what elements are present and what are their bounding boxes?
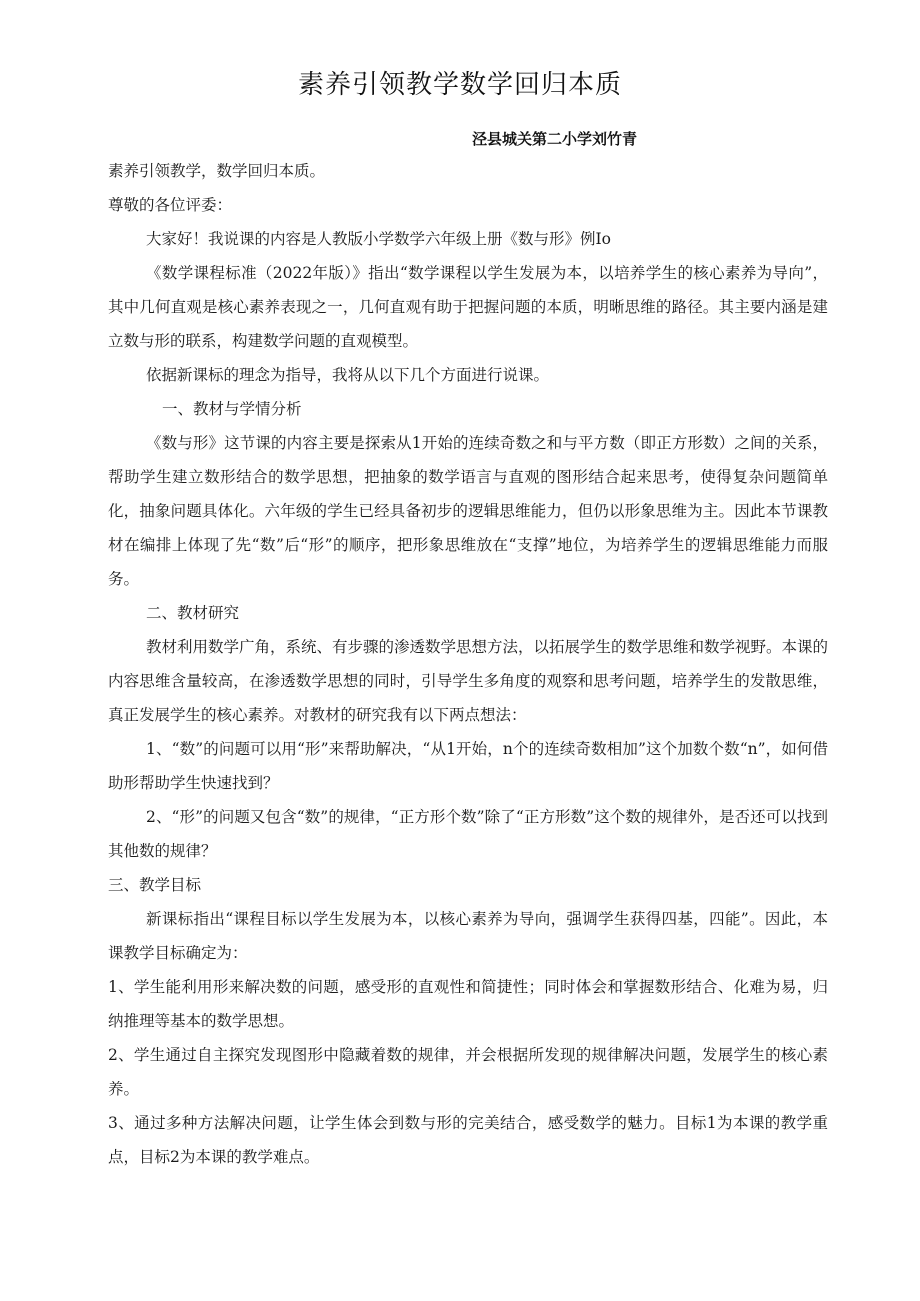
paragraph-salutation: 尊敬的各位评委： <box>108 196 233 214</box>
paragraph-analysis: 《数与形》这节课的内容主要是探索从1开始的连续奇数之和与平方数（即正方形数）之间的关系，帮助学生建立数形结合的数学思想，把抽象的数学语言与直观的图形结合起来思考，使得复杂问题简单化，抽象问题具体化。六年级的学生已经具备初步的逻辑思维能力，但仍以形象思维为主。因此本节课教材在编排上体现了先“数”后“形”的顺序，把形象思维放在“支撑”地位，为培养学生的逻辑思维能力而服务。 <box>108 434 828 588</box>
document-body <box>108 154 828 1174</box>
paragraph-idea-2: 2、“形”的问题又包含“数”的规律，“正方形个数”除了“正方形数”这个数的规律外，是否还可以找到其他数的规律？ <box>108 808 828 860</box>
paragraph-objectives-intro: 新课标指出“课程目标以学生发展为本，以核心素养为导向，强调学生获得四基，四能”。因此，本课教学目标确定为： <box>108 910 828 962</box>
paragraph-guidance: 依据新课标的理念为指导，我将从以下几个方面进行说课。 <box>146 366 550 384</box>
section-heading-2: 二、教材研究 <box>146 604 240 622</box>
paragraph-research: 教材利用数学广角，系统、有步骤的渗透数学思想方法，以拓展学生的数学思维和数学视野。本课的内容思维含量较高，在渗透数学思想的同时，引导学生多角度的观察和思考问题，培养学生的发散思维，真正发展学生的核心素养。对教材的研究我有以下两点想法： <box>108 638 829 724</box>
section-heading-1: 一、教材与学情分析 <box>162 400 302 418</box>
paragraph-idea-1: 1、“数”的问题可以用“形”来帮助解决，“从1开始，n个的连续奇数相加”这个加数个数“n”，如何借助形帮助学生快速找到？ <box>108 740 828 792</box>
paragraph-standard: 《数学课程标准（2022年版）》指出“数学课程以学生发展为本，以培养学生的核心素养为导向”，其中几何直观是核心素养表现之一，几何直观有助于把握问题的本质，明晰思维的路径。其主要内涵是建立数与形的联系，构建数学问题的直观模型。 <box>108 264 828 350</box>
paragraph-objective-2: 2、学生通过自主探究发现图形中隐藏着数的规律，并会根据所发现的规律解决问题，发展学生的核心素养。 <box>108 1046 828 1098</box>
author-line: 泾县城关第二小学刘竹青 <box>472 130 638 148</box>
paragraph-greeting: 大家好！我说课的内容是人教版小学数学六年级上册《数与形》例Io <box>146 230 611 248</box>
paragraph-theme: 素养引领教学，数学回归本质。 <box>108 162 326 180</box>
paragraph-objective-3: 3、通过多种方法解决问题，让学生体会到数与形的完美结合，感受数学的魅力。目标1为本课的教学重点，目标2为本课的教学难点。 <box>108 1114 828 1166</box>
document-title: 素养引领教学数学回归本质 <box>297 70 622 100</box>
paragraph-objective-1: 1、学生能利用形来解决数的问题，感受形的直观性和简捷性；同时体会和掌握数形结合、化难为易，归纳推理等基本的数学思想。 <box>108 978 828 1030</box>
section-heading-3: 三、教学目标 <box>108 876 202 894</box>
